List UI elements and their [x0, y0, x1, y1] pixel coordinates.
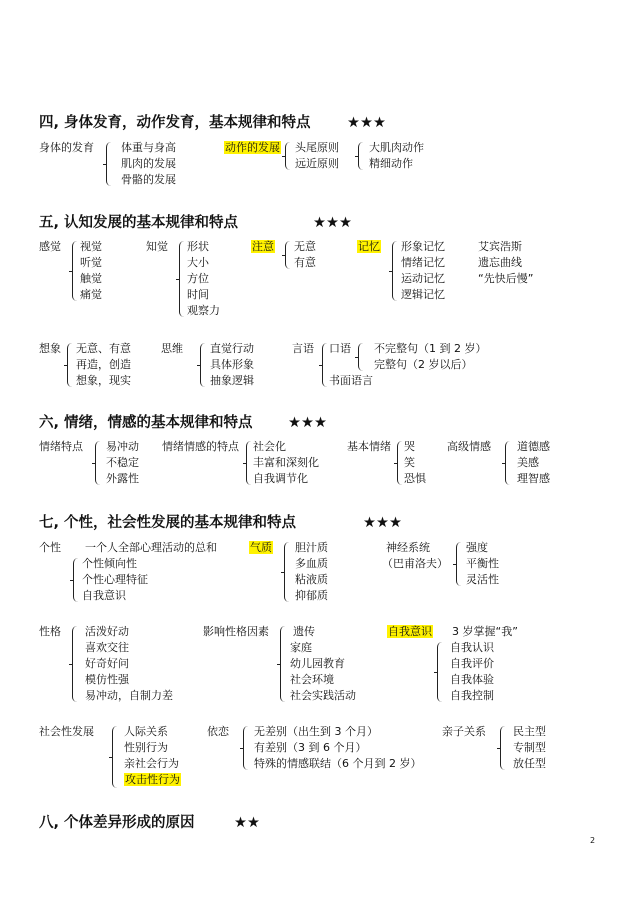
pavlov-label: （巴甫洛夫）	[382, 557, 448, 570]
list-item: 抽象逻辑	[210, 374, 254, 387]
section-6-stars: ★★★	[288, 415, 327, 431]
list-item: 头尾原则	[295, 141, 339, 154]
brace	[246, 441, 251, 485]
list-item: 运动记忆	[401, 272, 445, 285]
brace	[392, 241, 397, 301]
list-item: 具体形象	[210, 358, 254, 371]
list-item: 不完整句（1 到 2 岁）	[374, 342, 487, 355]
list-item: 易冲动，自制力差	[85, 689, 173, 702]
list-item: 个性心理特征	[82, 573, 148, 586]
list-item: 人际关系	[124, 725, 168, 738]
list-item: 触觉	[80, 272, 102, 285]
list-item: 灵活性	[466, 573, 499, 586]
attachment-label: 依恋	[207, 725, 229, 738]
brace	[112, 726, 117, 788]
highlight: 注意	[252, 240, 274, 253]
brace	[95, 441, 100, 485]
list-item: 社会化	[253, 440, 286, 453]
list-item: 活泼好动	[85, 625, 129, 638]
list-item	[124, 773, 181, 787]
list-item: 再造，创造	[76, 358, 131, 371]
emotion-dev-label: 情绪情感的特点	[162, 440, 239, 453]
list-item: 自我控制	[450, 689, 494, 702]
attention-label	[251, 240, 275, 254]
list-item: 直觉行动	[210, 342, 254, 355]
list-item: 想象，现实	[76, 374, 131, 387]
section-7-stars: ★★★	[363, 515, 402, 531]
list-item: 抑郁质	[295, 589, 328, 602]
list-item: 美感	[517, 456, 539, 469]
list-item: 大小	[187, 256, 209, 269]
brace	[456, 542, 461, 586]
list-item: 完整句（2 岁以后）	[374, 358, 473, 371]
page-number: 2	[590, 836, 596, 845]
list-item: 无意、有意	[76, 342, 131, 355]
personality-label: 个性	[39, 541, 61, 554]
brace	[72, 626, 77, 702]
section-7-title: 七, 个性，社会性发展的基本规律和特点	[39, 515, 297, 531]
parent-relation-label: 亲子关系	[442, 725, 486, 738]
list-item: 社会实践活动	[290, 689, 356, 702]
list-item: 形象记忆	[401, 240, 445, 253]
list-item: 家庭	[290, 641, 312, 654]
brace	[397, 441, 402, 485]
list-item: 有差别（3 到 6 个月）	[254, 741, 367, 754]
emotion-traits-label: 情绪特点	[39, 440, 83, 453]
list-item: 有意	[294, 256, 316, 269]
brace	[358, 142, 363, 170]
list-item: 理智感	[517, 472, 550, 485]
character-label: 性格	[39, 625, 61, 638]
section-8-stars: ★★	[234, 815, 260, 831]
factors-label: 影响性格因素	[203, 625, 269, 638]
highlight: 攻击性行为	[125, 773, 180, 786]
brace	[285, 241, 290, 269]
highlight: 自我意识	[388, 625, 432, 638]
list-item: 民主型	[513, 725, 546, 738]
list-item: 遗传	[293, 625, 315, 638]
list-item: 个性倾向性	[82, 557, 137, 570]
list-item: 胆汁质	[295, 541, 328, 554]
list-item: 道德感	[517, 440, 550, 453]
brace	[67, 343, 72, 387]
list-item: 幼儿园教育	[290, 657, 345, 670]
list-item: 性别行为	[124, 741, 168, 754]
body-growth-label: 身体的发育	[39, 141, 94, 154]
basic-emotion-label: 基本情绪	[347, 440, 391, 453]
section-5-stars: ★★★	[313, 215, 352, 231]
brace	[106, 142, 111, 186]
self-awareness-label	[387, 625, 433, 639]
brace	[72, 241, 77, 301]
perception-label: 知觉	[146, 240, 168, 253]
brace	[285, 142, 290, 170]
list-item: 强度	[466, 541, 488, 554]
section-4-title: 四, 身体发育，动作发育，基本规律和特点	[39, 115, 311, 131]
brace	[437, 642, 442, 702]
list-item: 情绪记忆	[401, 256, 445, 269]
brace	[243, 726, 248, 770]
list-item: 笑	[404, 456, 415, 469]
self-note: 3 岁掌握“我”	[452, 625, 518, 638]
list-item: 丰富和深刻化	[253, 456, 319, 469]
brace	[505, 441, 510, 485]
sensation-label: 感觉	[39, 240, 61, 253]
nervous-label: 神经系统	[386, 541, 430, 554]
personality-definition: 一个人全部心理活动的总和	[85, 541, 217, 554]
list-item: 易冲动	[106, 440, 139, 453]
highlight: 记忆	[358, 240, 380, 253]
highlight: 气质	[250, 541, 272, 554]
list-item: 自我认识	[450, 641, 494, 654]
section-4-stars: ★★★	[347, 115, 386, 131]
brace	[358, 343, 363, 371]
section-6-title: 六, 情绪，情感的基本规律和特点	[39, 415, 253, 431]
list-item: 平衡性	[466, 557, 499, 570]
brace	[500, 726, 505, 770]
list-item: 大肌肉动作	[369, 141, 424, 154]
list-item: 亲社会行为	[124, 757, 179, 770]
imagination-label: 想象	[39, 342, 61, 355]
list-item: 体重与身高	[121, 141, 176, 154]
advanced-label: 高级情感	[447, 440, 491, 453]
language-label: 言语	[292, 342, 314, 355]
list-item: 粘液质	[295, 573, 328, 586]
list-item: 观察力	[187, 304, 220, 317]
list-item: 自我体验	[450, 673, 494, 686]
brace	[179, 241, 184, 317]
list-item: 肌肉的发展	[121, 157, 176, 170]
list-item: 外露性	[106, 472, 139, 485]
list-item: 听觉	[80, 256, 102, 269]
social-label: 社会性发展	[39, 725, 94, 738]
list-item: 哭	[404, 440, 415, 453]
list-item: 无差别（出生到 3 个月）	[254, 725, 378, 738]
memory-label	[357, 240, 381, 254]
list-item: 时间	[187, 288, 209, 301]
list-item: 骨骼的发展	[121, 173, 176, 186]
list-item: 恐惧	[404, 472, 426, 485]
list-item: 痛觉	[80, 288, 102, 301]
written-label: 书面语言	[329, 374, 373, 387]
list-item: 视觉	[80, 240, 102, 253]
list-item: 多血质	[295, 557, 328, 570]
list-item: 自我意识	[82, 589, 126, 602]
list-item: 放任型	[513, 757, 546, 770]
list-item: 专制型	[513, 741, 546, 754]
highlight: 动作的发展	[225, 141, 280, 154]
brace	[322, 343, 327, 387]
temperament-label	[249, 541, 273, 555]
list-item: 方位	[187, 272, 209, 285]
brace	[73, 558, 78, 602]
list-item: 模仿性强	[85, 673, 129, 686]
list-item: 逻辑记忆	[401, 288, 445, 301]
list-item: 远近原则	[295, 157, 339, 170]
list-item: 喜欢交往	[85, 641, 129, 654]
list-item: “先快后慢”	[478, 272, 534, 285]
list-item: 艾宾浩斯	[478, 240, 522, 253]
oral-label: 口语	[329, 342, 351, 355]
list-item: 自我调节化	[253, 472, 308, 485]
list-item: 形状	[187, 240, 209, 253]
brace	[284, 542, 289, 602]
brace	[280, 626, 285, 702]
list-item: 自我评价	[450, 657, 494, 670]
list-item: 不稳定	[106, 456, 139, 469]
list-item: 特殊的情感联结（6 个月到 2 岁）	[254, 757, 422, 770]
list-item: 好奇好问	[85, 657, 129, 670]
motor-label	[224, 141, 281, 155]
thinking-label: 思维	[161, 342, 183, 355]
list-item: 社会环境	[290, 673, 334, 686]
section-8-title: 八, 个体差异形成的原因	[39, 815, 195, 831]
list-item: 精细动作	[369, 157, 413, 170]
brace	[200, 343, 205, 387]
list-item: 遗忘曲线	[478, 256, 522, 269]
section-5-title: 五, 认知发展的基本规律和特点	[39, 215, 239, 231]
list-item: 无意	[294, 240, 316, 253]
